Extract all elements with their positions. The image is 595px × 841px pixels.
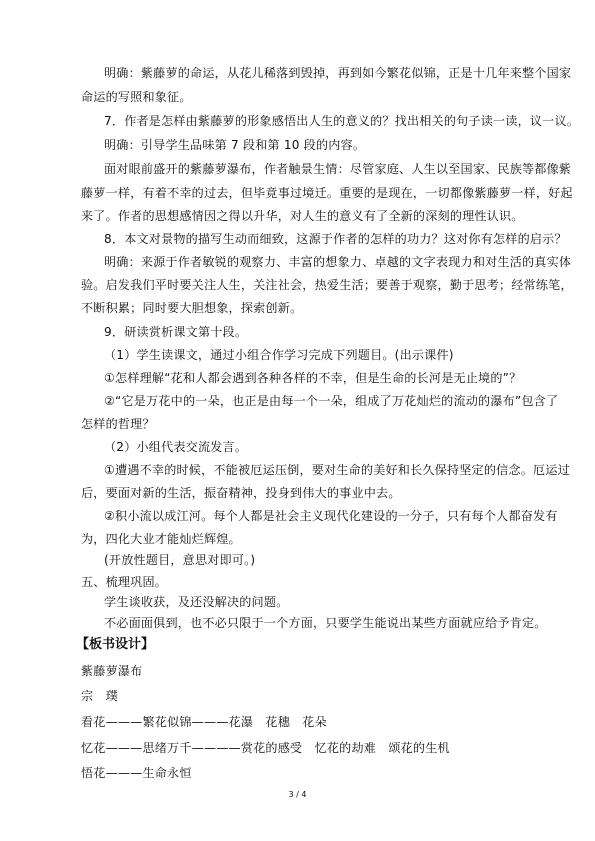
paragraph-line: 明确：引导学生品味第 7 段和第 10 段的内容。 xyxy=(104,138,366,152)
paragraph-line: 为，四化大业才能灿烂辉煌。 xyxy=(81,532,241,546)
paragraph-line: 明确：紫藤萝的命运，从花儿稀落到毁掉，再到如今繁花似锦，正是十几年来整个国家 xyxy=(104,66,572,80)
paragraph-line: 不必面面俱到，也不必只限于一个方面，只要学生能说出某些方面就应给予肯定。 xyxy=(104,616,547,630)
paragraph-line: ②积小流以成江河。每个人都是社会主义现代化建设的一分子，只有每个人都奋发有 xyxy=(104,509,558,523)
paragraph-line: 后，要面对新的生活，振奋精神，投身到伟大的事业中去。 xyxy=(81,486,401,500)
board-line: 悟花———生命永恒 xyxy=(81,766,192,780)
section-heading: 五、梳理巩固。 xyxy=(81,575,168,589)
paragraph-line: 学生谈收获，及还没解决的问题。 xyxy=(104,595,289,609)
paragraph-line: 命运的写照和象征。 xyxy=(81,90,192,104)
paragraph-line: 8．本文对景物的描写生动而细致，这源于作者的怎样的功力？这对你有怎样的启示？ xyxy=(104,232,567,246)
paragraph-line: 来了。作者的思想感情因之得以升华，对人生的意义有了全新的深刻的理性认识。 xyxy=(81,209,524,223)
paragraph-line: 7．作者是怎样由紫藤萝的形象感悟出人生的意义的？找出相关的句子读一读，议一议。 xyxy=(104,114,580,128)
board-line: 看花———繁花似锦———花瀑 花穗 花朵 xyxy=(81,715,327,729)
paragraph-line: 怎样的哲理？ xyxy=(81,417,155,431)
paragraph-line: ②“它是万花中的一朵，也正是由每一个一朵，组成了万花灿烂的流动的瀑布”包含了 xyxy=(104,394,559,408)
paragraph-line: 不断积累；同时要大胆想象，探索创新。 xyxy=(81,301,303,315)
paragraph-line: (开放性题目，意思对即可。) xyxy=(104,553,256,567)
paragraph-line: 面对眼前盛开的紫藤萝瀑布，作者触景生情：尽管家庭、人生以至国家、民族等都像紫 xyxy=(104,162,572,176)
paragraph-line: （2）小组代表交流发言。 xyxy=(104,440,248,454)
page-number: 3 / 4 xyxy=(288,790,307,799)
paragraph-line: ①怎样理解“花和人都会遇到各种各样的不幸，但是生命的长河是无止境的”？ xyxy=(104,371,522,385)
paragraph-line: 明确：来源于作者敏锐的观察力、丰富的想象力、卓越的文字表现力和对生活的真实体 xyxy=(104,255,572,269)
paragraph-line: 验。启发我们平时要关注人生，关注社会，热爱生活；要善于观察，勤于思考；经常练笔， xyxy=(81,278,573,292)
board-line: 忆花———思绪万千————赏花的感受 忆花的劫难 颂花的生机 xyxy=(81,741,450,755)
paragraph-line: ①遭遇不幸的时候，不能被厄运压倒，要对生命的美好和长久保持坚定的信念。厄运过 xyxy=(104,463,570,477)
paragraph-line: （1）学生读课文，通过小组合作学习完成下列题目。(出示课件) xyxy=(104,348,454,362)
paragraph-line: 藤萝一样，有着不幸的过去，但毕竟事过境迁。重要的是现在，一切都像紫藤萝一样，好起 xyxy=(81,186,573,200)
board-title: 紫藤萝瀑布 xyxy=(81,664,143,678)
board-author: 宗 璞 xyxy=(81,689,118,703)
paragraph-line: 9．研读赏析课文第十段。 xyxy=(104,325,248,339)
board-design-heading: 【板书设计】 xyxy=(76,637,155,652)
